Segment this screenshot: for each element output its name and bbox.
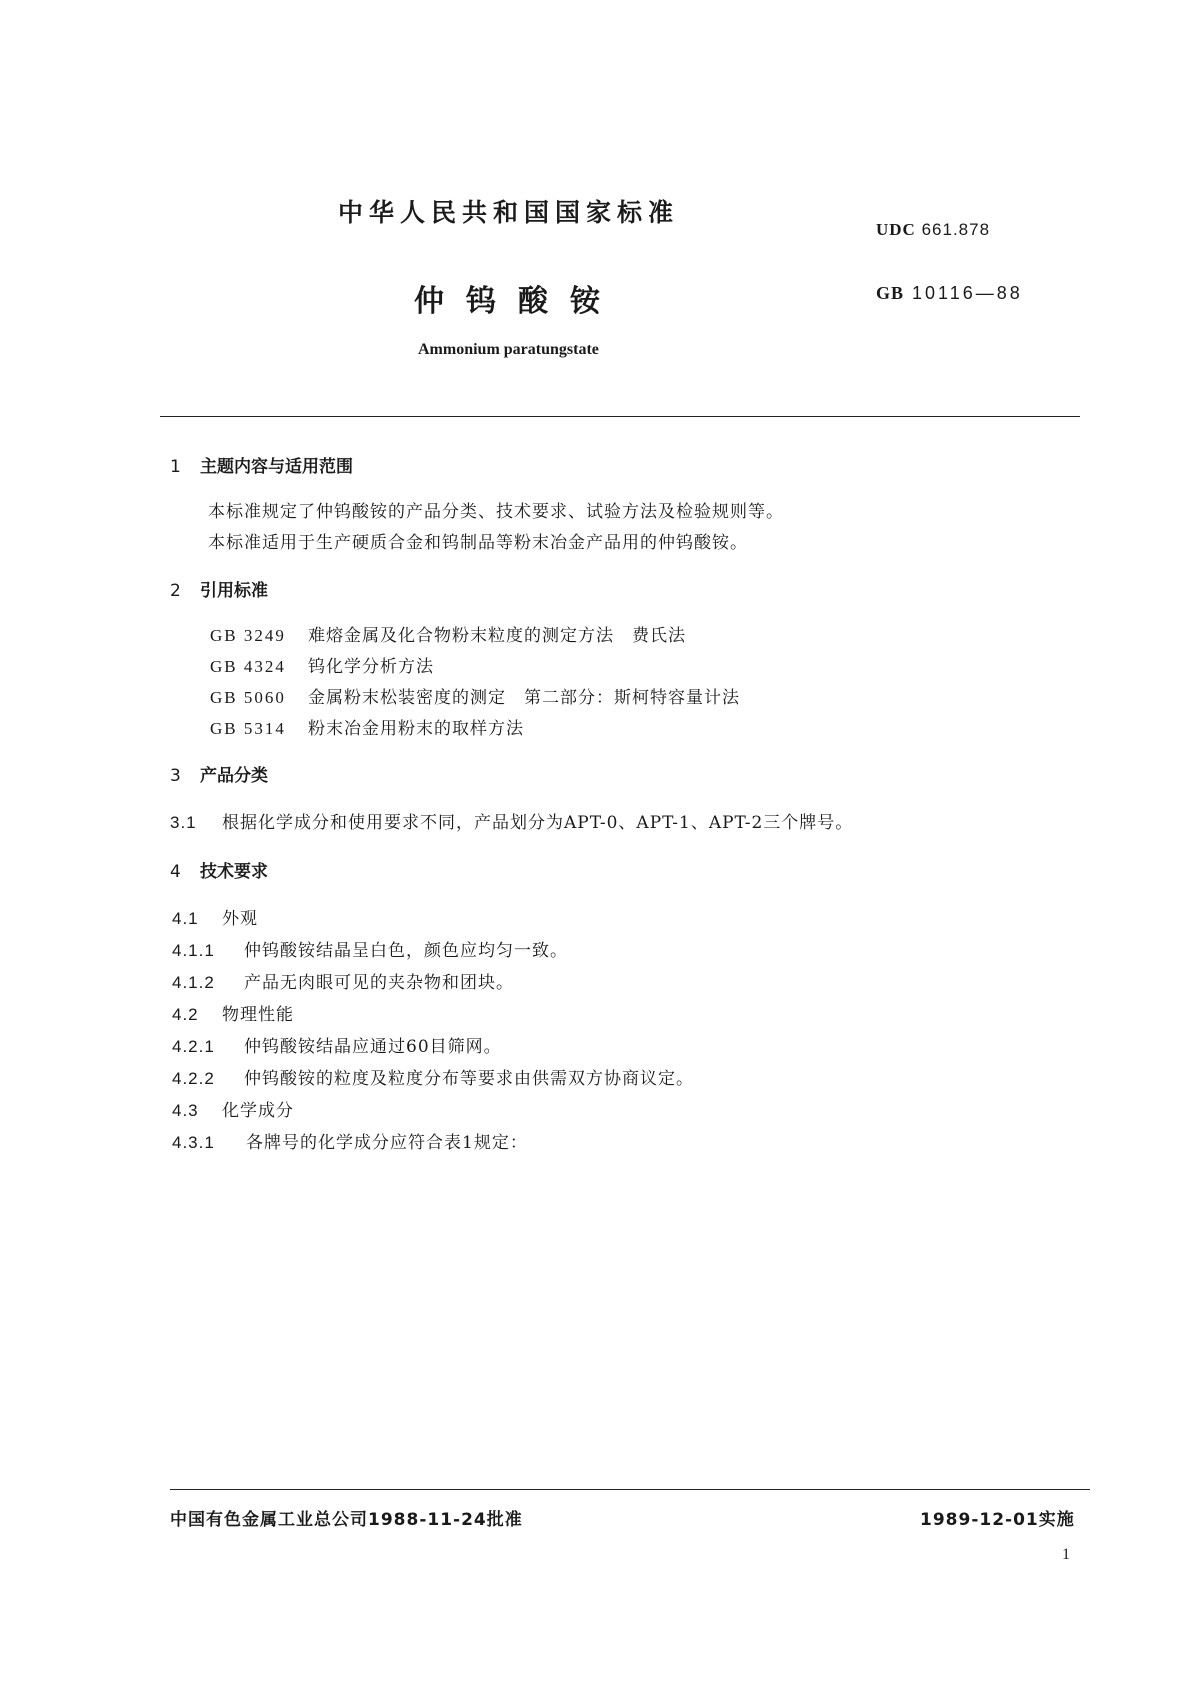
clause-number: 3.1 bbox=[170, 813, 197, 832]
clause-number: 4.2.1 bbox=[172, 1037, 215, 1056]
clause-number: 4.3.1 bbox=[172, 1133, 215, 1152]
english-title: Ammonium paratungstate bbox=[418, 341, 599, 358]
section-4-heading bbox=[170, 857, 268, 882]
section-title: 主题内容与适用范围 bbox=[200, 457, 353, 477]
reference-code: GB 5060 bbox=[210, 688, 286, 707]
clause-text: 仲钨酸铵的粒度及粒度分布等要求由供需双方协商议定。 bbox=[244, 1069, 694, 1089]
clause-number: 4.1.1 bbox=[172, 941, 215, 960]
section-2-heading bbox=[170, 576, 268, 601]
reference-code: GB 5314 bbox=[210, 719, 286, 738]
clause-number: 4.1.2 bbox=[172, 973, 215, 992]
section-1-heading bbox=[170, 452, 353, 477]
section-title: 引用标准 bbox=[200, 581, 268, 601]
clause-number: 4.1 bbox=[172, 909, 199, 928]
reference-item bbox=[210, 652, 434, 677]
reference-title: 金属粉末松装密度的测定 第二部分：斯柯特容量计法 bbox=[308, 688, 740, 708]
footer-divider bbox=[170, 1489, 1090, 1490]
clause-4-3-1 bbox=[172, 1128, 528, 1153]
reference-title: 钨化学分析方法 bbox=[308, 657, 434, 677]
section-3-heading bbox=[170, 761, 268, 786]
reference-code: GB 4324 bbox=[210, 657, 286, 676]
reference-item bbox=[210, 683, 740, 708]
section-number: 4 bbox=[170, 862, 181, 882]
udc-value: 661.878 bbox=[921, 220, 991, 239]
clause-text: 物理性能 bbox=[222, 1005, 294, 1025]
clause-number: 4.2 bbox=[172, 1005, 199, 1024]
clause-4-2-1 bbox=[172, 1032, 502, 1057]
clause-text: 仲钨酸铵结晶呈白色，颜色应均匀一致。 bbox=[244, 941, 568, 961]
clause-4-2-2 bbox=[172, 1064, 694, 1089]
clause-4-3 bbox=[172, 1096, 294, 1121]
gb-value: 10116—88 bbox=[912, 283, 1023, 303]
clause-text: 产品无肉眼可见的夹杂物和团块。 bbox=[244, 973, 514, 993]
clause-text: 根据化学成分和使用要求不同，产品划分为APT-0、APT-1、APT-2三个牌号。 bbox=[222, 813, 854, 833]
reference-title: 粉末冶金用粉末的取样方法 bbox=[308, 719, 524, 739]
clause-text: 仲钨酸铵结晶应通过60目筛网。 bbox=[244, 1037, 502, 1057]
section-number: 2 bbox=[170, 581, 181, 601]
reference-code: GB 3249 bbox=[210, 626, 286, 645]
section-number: 1 bbox=[170, 457, 181, 477]
udc-label: UDC bbox=[876, 220, 916, 239]
clause-4-1-1 bbox=[172, 936, 568, 961]
scope-paragraph-2: 本标准适用于生产硬质合金和钨制品等粉末冶金产品用的仲钨酸铵。 bbox=[208, 533, 748, 553]
document-title: 仲钨酸铵 bbox=[414, 284, 622, 319]
clause-text: 化学成分 bbox=[222, 1101, 294, 1121]
section-number: 3 bbox=[170, 766, 181, 786]
national-standard-heading: 中华人民共和国国家标准 bbox=[338, 198, 680, 227]
clause-text: 各牌号的化学成分应符合表1规定： bbox=[246, 1133, 528, 1153]
udc-classification bbox=[876, 220, 990, 240]
clause-4-1 bbox=[172, 904, 258, 929]
reference-item bbox=[210, 714, 524, 739]
reference-title: 难熔金属及化合物粉末粒度的测定方法 费氏法 bbox=[308, 626, 686, 646]
effective-date: 1989-12-01实施 bbox=[920, 1510, 1075, 1530]
clause-4-1-2 bbox=[172, 968, 514, 993]
page-number: 1 bbox=[1062, 1546, 1070, 1563]
approval-statement: 中国有色金属工业总公司1988-11-24批准 bbox=[170, 1510, 523, 1530]
clause-3-1 bbox=[170, 808, 853, 833]
section-title: 技术要求 bbox=[200, 862, 268, 882]
clause-number: 4.3 bbox=[172, 1101, 199, 1120]
clause-4-2 bbox=[172, 1000, 294, 1025]
clause-text: 外观 bbox=[222, 909, 258, 929]
clause-number: 4.2.2 bbox=[172, 1069, 215, 1088]
section-title: 产品分类 bbox=[200, 766, 268, 786]
gb-label: GB bbox=[876, 283, 905, 303]
scope-paragraph-1: 本标准规定了仲钨酸铵的产品分类、技术要求、试验方法及检验规则等。 bbox=[208, 502, 784, 522]
gb-standard-number bbox=[876, 283, 1023, 304]
header-divider bbox=[160, 416, 1080, 417]
reference-item bbox=[210, 621, 686, 646]
